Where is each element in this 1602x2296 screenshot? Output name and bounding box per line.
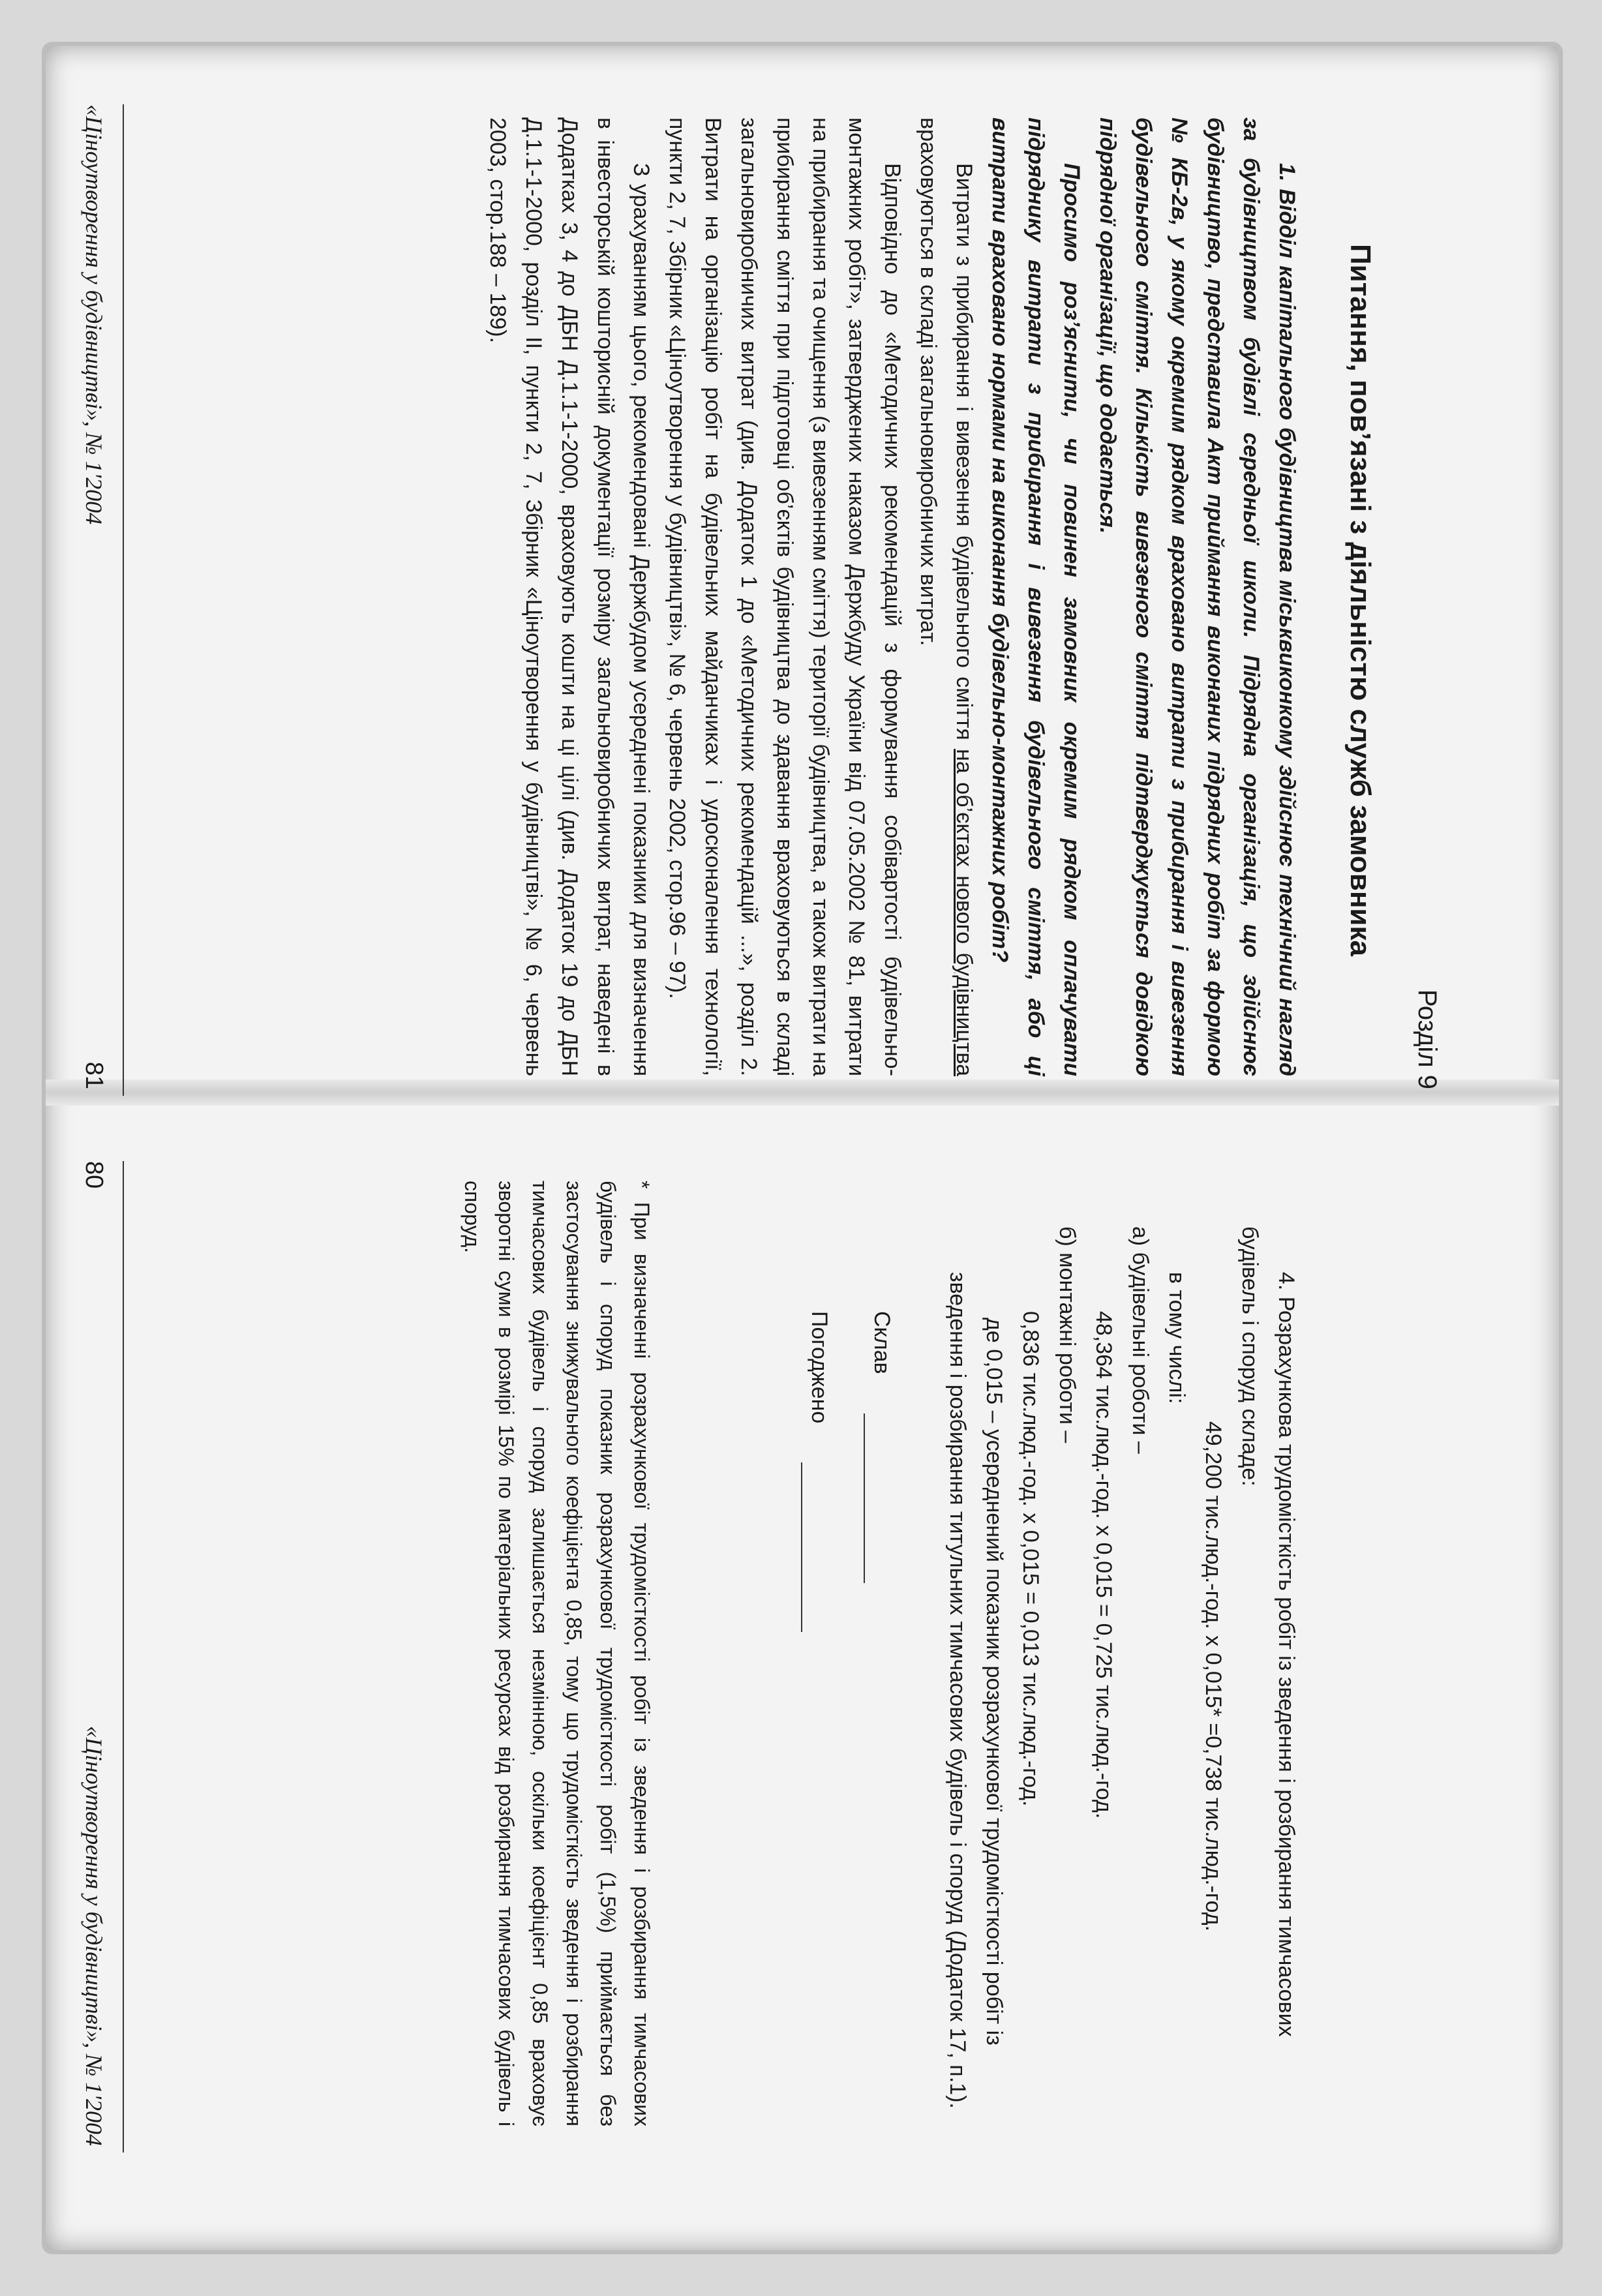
signature-agreed bbox=[801, 1181, 838, 2126]
including-label: в тому числі: bbox=[1164, 1272, 1189, 1404]
question-ask: Просимо роз’яснити, чи повинен замовник окремим рядком оплачувати підряднику витрати з прибирання і вивезення будівельного сміття, або ці витрати враховано нормами на виконання будівельно-монтажних робіт? bbox=[988, 117, 1084, 1076]
footer-rule bbox=[123, 104, 124, 1096]
signature-label: Погоджено bbox=[807, 1311, 832, 1424]
signature-line bbox=[864, 1413, 891, 1583]
footer-rule bbox=[123, 1161, 124, 2152]
signature-compiled bbox=[864, 1181, 900, 2126]
section-label: Розділ 9 bbox=[1413, 989, 1442, 1089]
page-80 bbox=[46, 1135, 1468, 2172]
answer-paragraph-2: Відповідно до «Методичних рекомендацій з формування собівартості будівельно-монтажних робіт», затверджених наказом Держбуду України від 07.05.2002 № 81, витрати на прибирання та очищення (з вивезенням сміття) території будівництва, а також витрати на прибирання сміття при підготовці об’єктів будівництва до здавання враховуються в складі загальновиробничих витрат (див. Додаток 1 до «Методичних рекомендацій ...», розділ 2. Витрати на організацію робіт на будівельних майданчиках і удосконалення технології, пункти 2, 7, Збірник «Ціноутворення у будівництві», № 6, червень 2002, стор.96 – 97). bbox=[665, 117, 905, 1076]
answer-text: Витрати з прибирання і вивезення будівельного сміття bbox=[952, 163, 976, 749]
page-81-body bbox=[479, 117, 1305, 1076]
underlined-phrase: на об’єктах нового будівництва bbox=[952, 749, 976, 1077]
running-footer: «Ціноутворення у будівництві», № 1'2004 bbox=[81, 104, 107, 525]
formula-total: 49,200 тис.люд.-год. х 0,015* =0,738 тис.люд.-год. bbox=[1201, 1421, 1226, 1932]
answer-paragraph-1 bbox=[910, 117, 982, 1076]
footnote: * При визначенні розрахункової трудомісткості робіт із зведення і розбирання тимчасових будівель і споруд показник розрахункової трудомісткості робіт (1,5%) приймається без застосування знижувального коефіцієнта 0,85, тому що трудомісткість зведення і розбирання тимчасових будівель і споруд залишається незмінною, оскільки коефіцієнт 0,85 враховує зворотні суми в розмірі 15% по матеріальних ресурсах від розбирання тимчасових будівель і споруд. bbox=[461, 1181, 654, 2126]
item-b-formula: 0,836 тис.люд.-год. х 0,015 = 0,013 тис.люд.-год. bbox=[1018, 1311, 1043, 1807]
item-a-label: а) будівельні роботи – bbox=[1128, 1226, 1153, 1454]
answer-text: враховуються в складі загальновиробничих витрат. bbox=[916, 117, 941, 646]
page-number: 80 bbox=[80, 1161, 108, 1189]
signature-line bbox=[801, 1462, 828, 1632]
page-81 bbox=[46, 78, 1468, 1115]
item-4: 4. Розрахункова трудомісткість робіт із зведення і розбирання тимчасових будівель і споруд складе: bbox=[1237, 1226, 1299, 2037]
item-a-formula: 48,364 тис.люд.-год. х 0,015 = 0,725 тис.люд.-год. bbox=[1091, 1311, 1116, 1819]
section-title: Питання, пов’язані з діяльністю служб замовника bbox=[1344, 244, 1376, 956]
question-text: 1. Відділ капітального будівництва міськвиконкому здійснює технічний нагляд за будівництвом будівлі середньої школи. Підрядна організація, що здійснює будівництво, представила Акт приймання виконаних підрядних робіт за формою № КБ-2в, у якому окремим рядком враховано витрати з прибирання і вивезення будівельного сміття. Кількість вивезеного сміття підтверджується довідкою підрядної організації, що додається. bbox=[1095, 117, 1299, 1076]
running-footer: «Ціноутворення у будівництві», № 1'2004 bbox=[81, 1725, 107, 2146]
item-b-label: б) монтажні роботи – bbox=[1055, 1226, 1080, 1443]
where-note: де 0,015 – усереднений показник розрахункової трудомісткості робіт із зведення і розбирання титульних тимчасових будівель і споруд (Додаток 17, п.1). bbox=[945, 1272, 1006, 2109]
answer-paragraph-3: З урахуванням цього, рекомендовані Держбудом усереднені показники для визначення в інвесторській кошторисній документації розміру загальновиробничих витрат, наведені в Додатках 3, 4 до ДБН Д.1.1-1-2000, враховують кошти на ці цілі (див. Додаток 19 до ДБН Д.1.1-1-2000, розділ II, пункти 2, 7, Збірник «Ціноутворення у будівництві», № 6, червень 2003, стор.188 – 189). bbox=[485, 117, 654, 1076]
page-number: 81 bbox=[80, 1061, 108, 1089]
page-80-body bbox=[801, 1181, 1305, 2126]
signature-label: Склав bbox=[869, 1311, 894, 1374]
